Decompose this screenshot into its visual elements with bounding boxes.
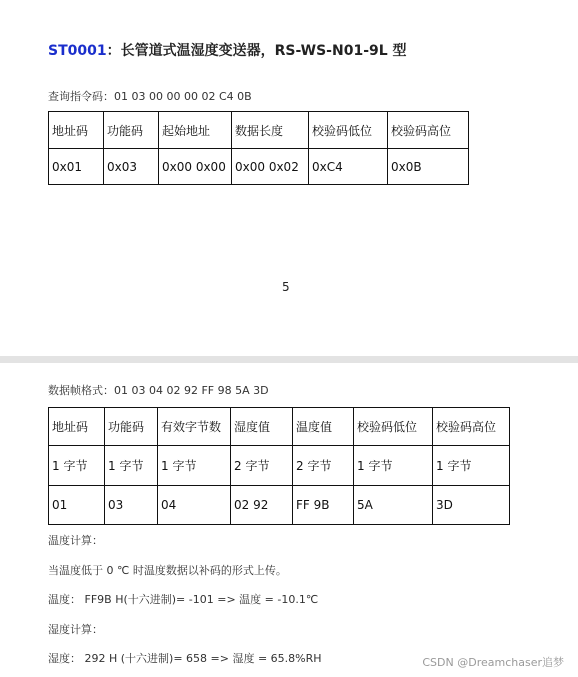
humidity-calc-heading: 湿度计算：	[48, 623, 103, 636]
frame-format-line: 数据帧格式：01 03 04 02 92 FF 98 5A 3D	[48, 384, 269, 397]
title-text: ：长管道式温湿度变送器，RS-WS-N01-9L 型	[106, 43, 407, 59]
header-cell: 校验码高位	[388, 112, 469, 149]
table-cell: 0x01	[49, 149, 104, 185]
humidity-formula: 湿度： 292 H (十六进制)= 658 => 湿度 = 65.8%RH	[48, 652, 322, 665]
header-cell: 温度值	[293, 408, 354, 446]
table-cell: 1 字节	[354, 446, 433, 486]
header-cell: 校验码低位	[309, 112, 388, 149]
table-cell: 5A	[354, 486, 433, 525]
response-table	[48, 407, 510, 525]
header-cell: 功能码	[104, 112, 159, 149]
table-cell: 04	[158, 486, 231, 525]
header-cell: 校验码高位	[433, 408, 510, 446]
query-command-line: 查询指令码：01 03 00 00 00 02 C4 0B	[48, 90, 252, 103]
header-cell: 校验码低位	[354, 408, 433, 446]
table-cell: 1 字节	[433, 446, 510, 486]
table-cell: 01	[49, 486, 105, 525]
header-cell: 数据长度	[232, 112, 309, 149]
header-cell: 地址码	[49, 112, 104, 149]
query-table	[48, 111, 469, 185]
header-cell: 湿度值	[231, 408, 293, 446]
header-cell: 功能码	[105, 408, 158, 446]
page-divider	[0, 356, 578, 363]
table-cell: FF 9B	[293, 486, 354, 525]
model-code: ST0001	[48, 43, 107, 59]
table-cell: 1 字节	[105, 446, 158, 486]
table-cell: 0xC4	[309, 149, 388, 185]
table-cell: 2 字节	[293, 446, 354, 486]
table-cell: 0x03	[104, 149, 159, 185]
page-number: 5	[282, 280, 290, 294]
temperature-calc-heading: 温度计算：	[48, 534, 103, 547]
table-cell: 1 字节	[49, 446, 105, 486]
table-cell: 2 字节	[231, 446, 293, 486]
table-cell: 03	[105, 486, 158, 525]
table-cell: 0x00 0x00	[159, 149, 232, 185]
watermark: CSDN @Dreamchaser追梦	[422, 656, 564, 669]
header-cell: 地址码	[49, 408, 105, 446]
temperature-note: 当温度低于 0 ℃ 时温度数据以补码的形式上传。	[48, 564, 287, 577]
temperature-formula: 温度： FF9B H(十六进制)= -101 => 温度 = -10.1℃	[48, 593, 319, 606]
header-cell: 起始地址	[159, 112, 232, 149]
page-title	[48, 40, 407, 60]
table-cell: 02 92	[231, 486, 293, 525]
table-cell: 0x00 0x02	[232, 149, 309, 185]
table-cell: 0x0B	[388, 149, 469, 185]
table-cell: 3D	[433, 486, 510, 525]
table-cell: 1 字节	[158, 446, 231, 486]
header-cell: 有效字节数	[158, 408, 231, 446]
